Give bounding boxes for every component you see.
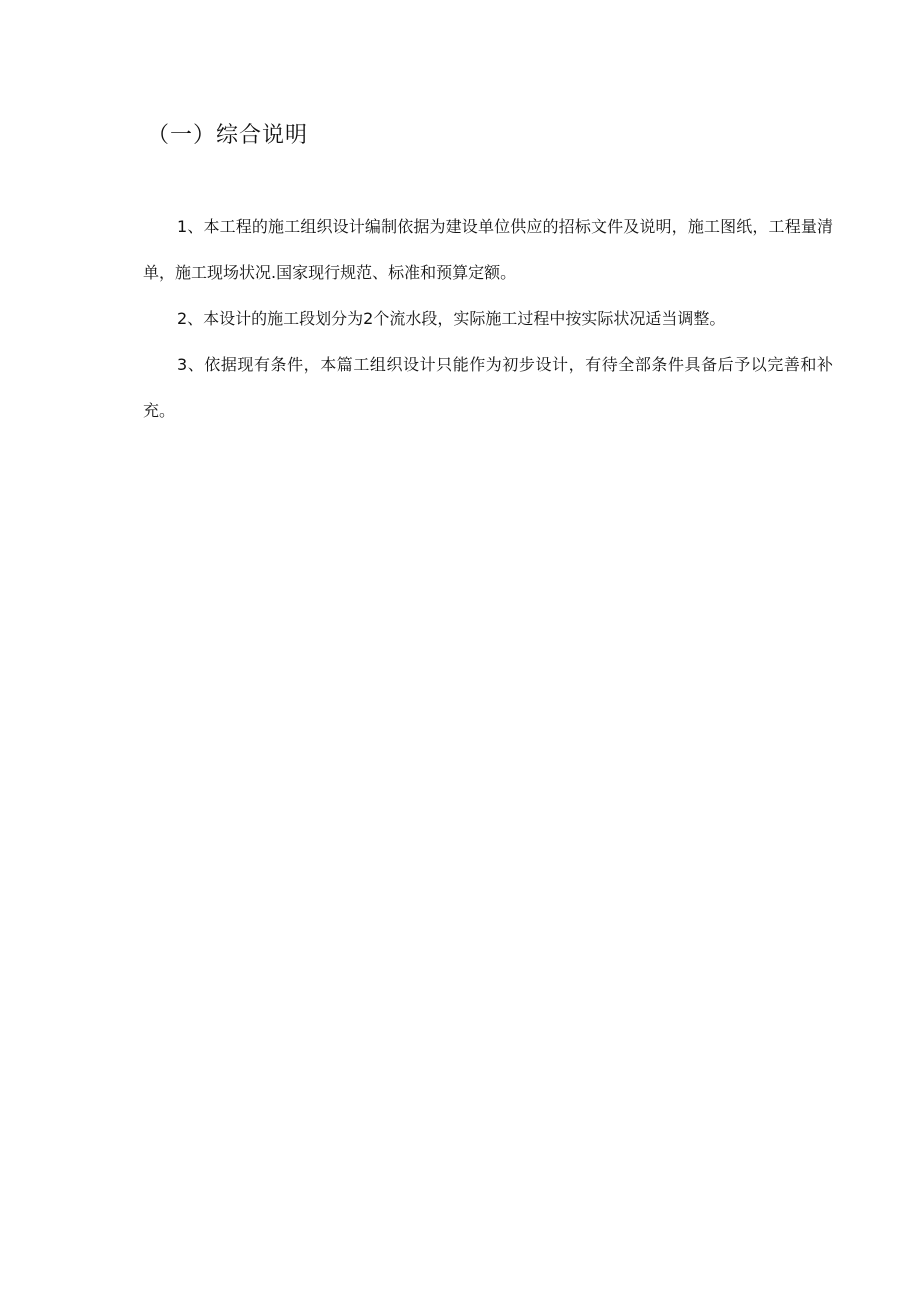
- paragraph-3: 3、依据现有条件，本篇工组织设计只能作为初步设计，有待全部条件具备后予以完善和补充。: [143, 355, 833, 420]
- paragraph-1: 1、本工程的施工组织设计编制依据为建设单位供应的招标文件及说明，施工图纸，工程量清单，施工现场状况.国家现行规范、标准和预算定额。: [143, 217, 833, 282]
- document-body: [143, 204, 833, 434]
- paragraph-2: 2、本设计的施工段划分为2个流水段，实际施工过程中按实际状况适当调整。: [177, 309, 726, 328]
- section-heading: （一）综合说明: [147, 123, 309, 148]
